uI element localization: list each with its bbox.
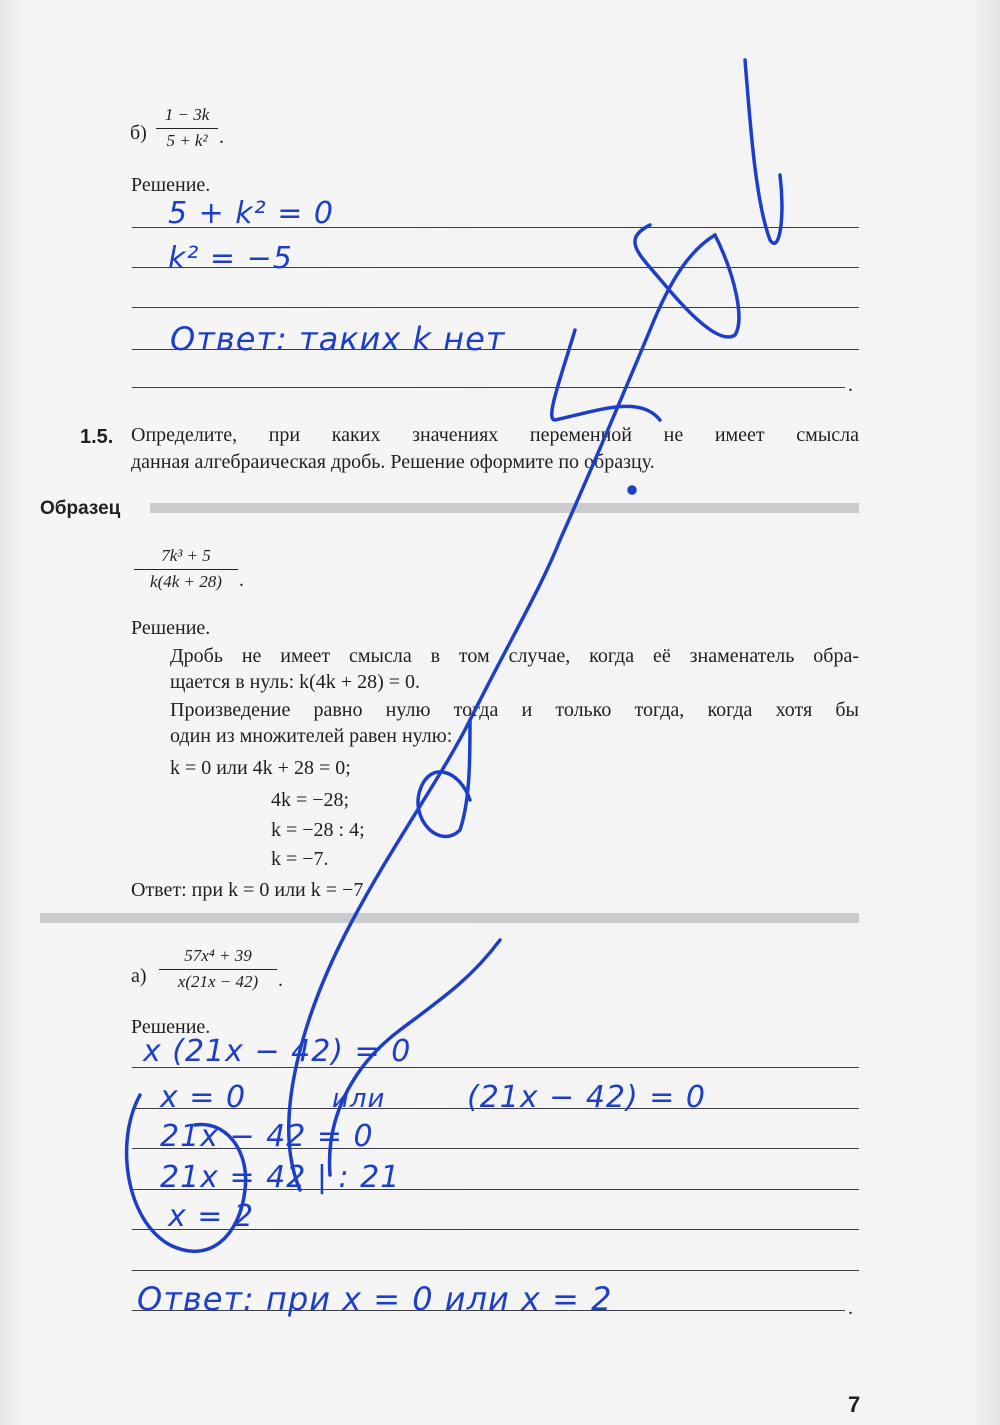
part-a-solution-label: Решение. (131, 1016, 211, 1038)
handwritten-word: или (332, 1084, 386, 1114)
part-b-denominator: 5 + k² (166, 131, 208, 150)
sample-heading: Образец (40, 498, 121, 519)
sample-denominator: k(4k + 28) (150, 572, 222, 591)
answer-end-period: . (848, 1297, 853, 1319)
task-text-line: Определите, при каких значениях переменной не имеет смысла (131, 424, 859, 446)
scribble-stroke (330, 940, 500, 1175)
part-b-solution-label: Решение. (131, 174, 211, 196)
handwritten-equation: 5 + k² = 0 (168, 196, 334, 231)
sample-answer: Ответ: при k = 0 или k = −7. (131, 879, 369, 901)
scribble-stroke (745, 60, 782, 243)
sample-paragraph-line: один из множителей равен нулю: (170, 725, 453, 747)
handwritten-answer: Ответ: таких k нет (170, 320, 506, 358)
handwritten-equation: x (21x − 42) = 0 (143, 1034, 412, 1069)
answer-end-period: . (848, 374, 853, 396)
part-b-period: . (219, 126, 224, 148)
scribble-stroke (289, 235, 715, 1190)
part-a-numerator: 57x⁴ + 39 (159, 946, 277, 970)
task-number: 1.5. (80, 426, 114, 448)
handwritten-equation: 21x − 42 = 0 (160, 1119, 374, 1154)
handwritten-equation: (21x − 42) = 0 (467, 1080, 707, 1115)
sample-period: . (239, 569, 244, 591)
page-number: 7 (848, 1392, 861, 1417)
task-text-line: данная алгебраическая дробь. Решение оформите по образцу. (131, 451, 655, 473)
handwritten-answer: Ответ: при x = 0 или x = 2 (137, 1280, 613, 1318)
part-a-denominator: x(21x − 42) (177, 972, 259, 991)
handwritten-equation: k² = −5 (168, 241, 293, 276)
part-a-period: . (278, 969, 283, 991)
sample-equation: 4k = −28; (271, 789, 350, 811)
sample-equation: k = −28 : 4; (271, 819, 365, 841)
handwritten-equation: x = 2 (168, 1199, 255, 1234)
sample-equation: k = 0 или 4k + 28 = 0; (170, 757, 351, 779)
part-b-label: б) (130, 122, 147, 144)
sample-solution-label: Решение. (131, 617, 211, 639)
scribble-stroke (127, 1095, 246, 1251)
part-b-numerator: 1 − 3k (156, 105, 218, 129)
scribble-dot (629, 487, 635, 493)
handwritten-equation: 21x = 42 | : 21 (160, 1160, 401, 1195)
sample-paragraph-line: щается в нуль: k(4k + 28) = 0. (170, 671, 421, 693)
sample-paragraph-line: Произведение равно нулю тогда и только тогда, когда хотя бы (170, 699, 859, 721)
sample-numerator: 7k³ + 5 (134, 546, 238, 570)
part-a-label: а) (131, 965, 147, 987)
scribble-stroke (635, 225, 739, 337)
sample-equation: k = −7. (271, 848, 329, 870)
sample-paragraph-line: Дробь не имеет смысла в том случае, когда её знаменатель обра- (170, 645, 859, 667)
handwritten-equation: x = 0 (160, 1080, 247, 1115)
